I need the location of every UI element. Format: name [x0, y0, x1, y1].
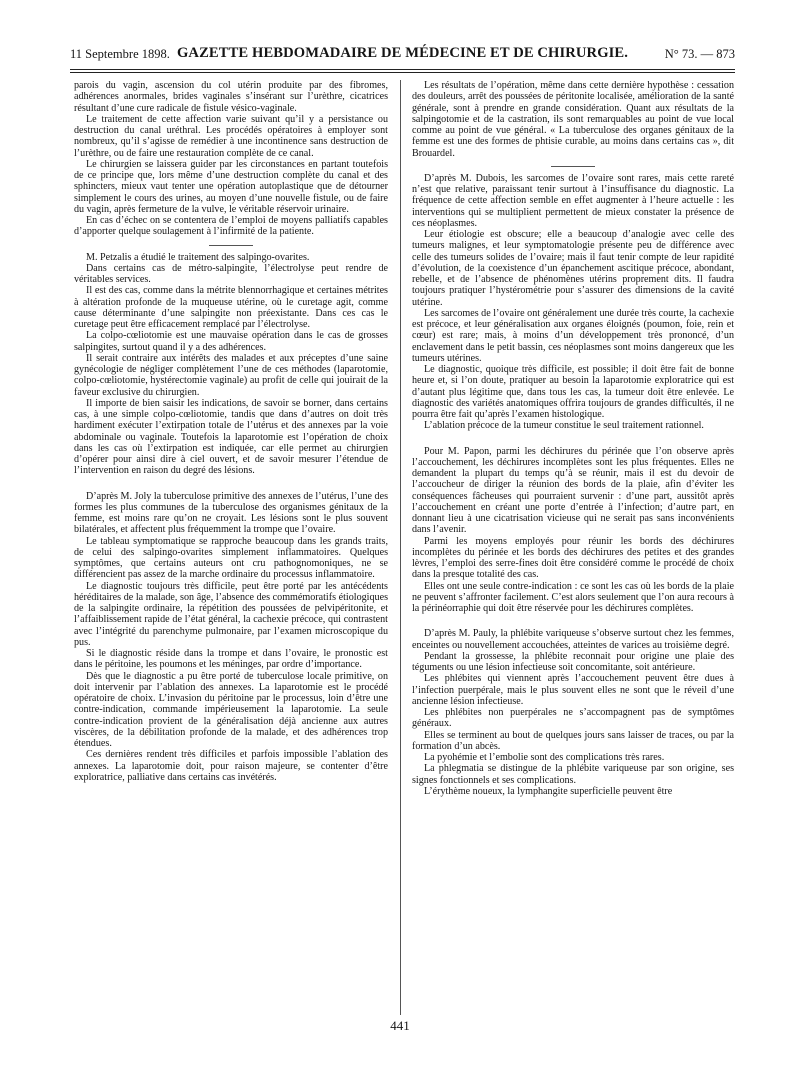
- paragraph: Les résultats de l’opération, même dans cette dernière hypothèse : cessation des douleurs, arrêt des poussées de péritonite localisée, amélioration de la santé générale, sont à prendre en grande considération. Quant aux résultats de la salpingotomie et de la castration, ils sont remarquables au point de vue local comme au point de vue général. « La tuberculose des organes génitaux de la femme est une des formes de phtisie curable, au moins dans certains cas », dit Brouardel.: [412, 80, 734, 159]
- paragraph: D’après M. Dubois, les sarcomes de l’ovaire sont rares, mais cette rareté n’est que relative, paraissant tenir surtout à l’insuffisance du diagnostic. La fréquence de cette affection semble en effet augmenter à l’heure actuelle : les interventions qui se multiplient permettent de mieux constater la présence de ces néoplasmes.: [412, 172, 734, 229]
- paragraph: Le traitement de cette affection varie suivant qu’il y a persistance ou destruction du canal uréthral. Les procédés opératoires à employer sont nombreux, qu’il s’agisse de remédier à une incontinence sans destruction de l’urèthre, ou de faire une restauration complète de ce canal.: [74, 113, 388, 159]
- paragraph: M. Petzalis a étudié le traitement des salpingo-ovarites.: [86, 251, 310, 263]
- paragraph: Il importe de bien saisir les indications, de savoir se borner, dans certains cas, à une simple colpo-cœliotomie, tandis que dans d’autres on doit très hardiment exécuter l’extirpation totale de l’utérus et des annexes par la voie abdominale ou vaginale. Toutefois la laparotomie est l’opération de choix dans les cas où l’extirpation est indiquée, car elle permet au chirurgien d’opérer pour ainsi dire à ciel ouvert, et de savoir mesurer l’étendue de l’intervention en raison du degré des lésions.: [74, 397, 388, 477]
- section-separator: [209, 245, 253, 246]
- right-column: [412, 80, 734, 797]
- paragraph: Il est des cas, comme dans la métrite blennorrhagique et certaines métrites à altération profonde de la muqueuse utérine, où le curetage agit, comme cause déterminante d’une salpingite non préexistante. Dans ces cas le curetage peut être efficacement remplacé par l’électrolyse.: [74, 285, 388, 330]
- paragraph: D’après M. Joly la tuberculose primitive des annexes de l’utérus, l’une des formes les plus communes de la tuberculose des organismes génitaux de la femme, est moins rare qu’on ne croyait. Les lésions sont le plus souvent bilatérales, et affectent plus fréquemment la trompe que l’ovaire.: [74, 490, 388, 536]
- paragraph: Leur étiologie est obscure; elle a beaucoup d’analogie avec celle des tumeurs malignes, et leur symptomatologie présente peu de différence avec celle des tumeurs solides de l’ovaire; mais il faut tenir compte de leur rapidité d’évolution, de la coexistence d’un épanchement ascitique précoce, abondant, rebelle, et de l’absence de phénomènes utérins proprement dits. Il faudra toujours pratiquer l’hystérométrie pour s’assurer des dimensions de la cavité utérine.: [412, 229, 734, 308]
- paragraph: Dans certains cas de métro-salpingite, l’électrolyse peut rendre de véritables services.: [74, 262, 388, 285]
- paragraph: L’ablation précoce de la tumeur constitue le seul traitement rationnel.: [424, 420, 704, 432]
- header-rule: [70, 69, 735, 70]
- header-rule: [70, 72, 735, 73]
- paragraph: Elles se terminent au bout de quelques jours sans laisser de traces, ou par la formation d’un abcès.: [412, 729, 734, 752]
- paragraph: parois du vagin, ascension du col utérin produite par des fibromes, adhérences anormales, brides vaginales s’insérant sur l’urèthre, cicatrices résultant d’une cure radicale de fistule vésico-vaginale.: [74, 80, 388, 114]
- paragraph: La pyohémie et l’embolie sont des complications très rares.: [424, 752, 665, 763]
- journal-title: GAZETTE HEBDOMADAIRE DE MÉDECINE ET DE CHIRURGIE.: [176, 45, 629, 61]
- section-separator: [551, 166, 595, 167]
- paragraph: Le chirurgien se laissera guider par les circonstances en partant toutefois de ce principe que, lors même d’une destruction complète du canal et des sphincters, mieux vaut tenter une opération autoplastique que de détourner simplement le cours des urines, au moyen d’une nouvelle fistule, ou de faire du vagin, après fermeture de la vulve, le véritable réservoir urinaire.: [74, 158, 388, 215]
- paragraph: Dès que le diagnostic a pu être porté de tuberculose locale primitive, on doit intervenir par l’ablation des annexes. La laparotomie est le procédé opératoire de choix. L’invasion du péritoine par le processus, loin d’être une contre-indication, commande impérieusement la laparotomie. La seule contre-indication provient de la généralisation déjà ancienne aux autres viscères, de la débilitation profonde de la malade, et des adhérences trop étendues.: [74, 670, 388, 749]
- paragraph: Il serait contraire aux intérêts des malades et aux préceptes d’une saine gynécologie de négliger complètement l’une de ces méthodes (laparotomie, colpo-cœliotomie, hystérectomie vaginale) au profit de celle qui jouirait de la faveur exclusive du chirurgien.: [74, 352, 388, 398]
- paragraph: La colpo-cœliotomie est une mauvaise opération dans le cas de grosses salpingites, surtout quand il y a des adhérences.: [74, 330, 388, 353]
- paragraph: La phlegmatia se distingue de la phlébite variqueuse par son origine, ses signes fonctionnels et ses complications.: [412, 763, 734, 786]
- paragraph: Le diagnostic toujours très difficile, peut être porté par les antécédents héréditaires de la malade, son âge, l’absence des commémoratifs étiologiques de la salpingite ordinaire, la répétition des poussées de pelvipéritonite, et l’affaiblissement rapide de l’état général, la cachexie précoce, qui contrastent avec l’intégrité du parenchyme pulmonaire, par l’examen microscopique du pus.: [74, 580, 388, 648]
- paragraph: Elles ont une seule contre-indication : ce sont les cas où les bords de la plaie ne peuvent s’affronter facilement. C’est alors seulement que l’on aura recours à la périnéorraphie qui doit être réservée pour les déchirures complètes.: [412, 580, 734, 614]
- column-divider: [400, 80, 401, 1015]
- paragraph: Ces dernières rendent très difficiles et parfois impossible l’ablation des annexes. La laparotomie doit, pour raison majeure, se contenter d’être exploratrice, palliative dans certains cas invétérés.: [74, 749, 388, 783]
- running-header: [70, 43, 735, 65]
- paragraph: Pendant la grossesse, la phlébite reconnait pour origine une plaie des téguments ou une lésion infectieuse soit concomitante, soit antérieure.: [412, 650, 734, 673]
- paragraph: Le tableau symptomatique se rapproche beaucoup dans les grands traits, de celui des salpingo-ovarites simplement inflammatoires. Quelques symptômes, que certains auteurs ont cru pathognomoniques, ne se différencient pas assez de la marche ordinaire du processus inflammatoire.: [74, 535, 388, 581]
- issue-date: 11 Septembre 1898.: [70, 47, 170, 61]
- paragraph: Le diagnostic, quoique très difficile, est possible; il doit être fait de bonne heure et, si l’on doute, pratiquer au besoin la laparotomie exploratrice qui est d’autant plus légitime que, dans tous les cas, la tumeur doit être enlevée. Le diagnostic des variétés anatomiques offrira toujours de grandes difficultés, il ne pourra être fait qu’après l’examen histologique.: [412, 364, 734, 420]
- paragraph: Pour M. Papon, parmi les déchirures du périnée que l’on observe après l’accouchement, les déchirures incomplètes sont les plus fréquentes. Elles ne demandent la plupart du temps qu’à se réunir, mais il est du devoir de l’accoucheur de diriger la réunion des bords de la plaie, afin d’éviter les conséquences fâcheuses qui pourraient survenir : d’une part, aussitôt après l’accouchement en créant une porte d’entrée à l’infection; d’autre part, en donnant lieu à une cicatrisation vicieuse qui ne serait pas sans inconvénients dans l’avenir.: [412, 445, 734, 536]
- left-column: [74, 80, 388, 783]
- paragraph: Si le diagnostic réside dans la trompe et dans l’ovaire, le pronostic est dans le péritoine, les poumons et les méninges, par ordre d’importance.: [74, 648, 388, 671]
- paragraph: Les sarcomes de l’ovaire ont généralement une durée très courte, la cachexie est précoce, et leur généralisation aux organes éloignés (poumon, foie, rein et cœur) est rare; mais, à moins d’un développement très prononcé, d’un enclavement dans le petit bassin, ces néoplasmes sont moins dangereux que les tumeurs utérines.: [412, 307, 734, 364]
- paragraph: En cas d’échec on se contentera de l’emploi de moyens palliatifs capables d’apporter quelque soulagement à l’infirmité de la patiente.: [74, 215, 388, 238]
- page-folio: 441: [390, 1018, 410, 1033]
- issue-page-number: N° 73. — 873: [664, 47, 735, 61]
- paragraph: D’après M. Pauly, la phlébite variqueuse s’observe surtout chez les femmes, enceintes ou nouvellement accouchées, atteintes de varices au troisième degré.: [412, 628, 734, 651]
- paragraph: Les phlébites non puerpérales ne s’accompagnent pas de symptômes généraux.: [412, 707, 734, 730]
- paragraph: L’érythème noueux, la lymphangite superficielle peuvent être: [424, 785, 673, 797]
- paragraph: Parmi les moyens employés pour réunir les bords des déchirures incomplètes du périnée et les bords des déchirures des petites et des grandes lèvres, l’emploi des serre-fines doit être considéré comme le procédé de choix dans la presque totalité des cas.: [412, 535, 734, 581]
- paragraph: Les phlébites qui viennent après l’accouchement peuvent être dues à l’infection puerpérale, mais le plus souvent elles ne sont que le réveil d’une ancienne lésion infectieuse.: [412, 673, 734, 707]
